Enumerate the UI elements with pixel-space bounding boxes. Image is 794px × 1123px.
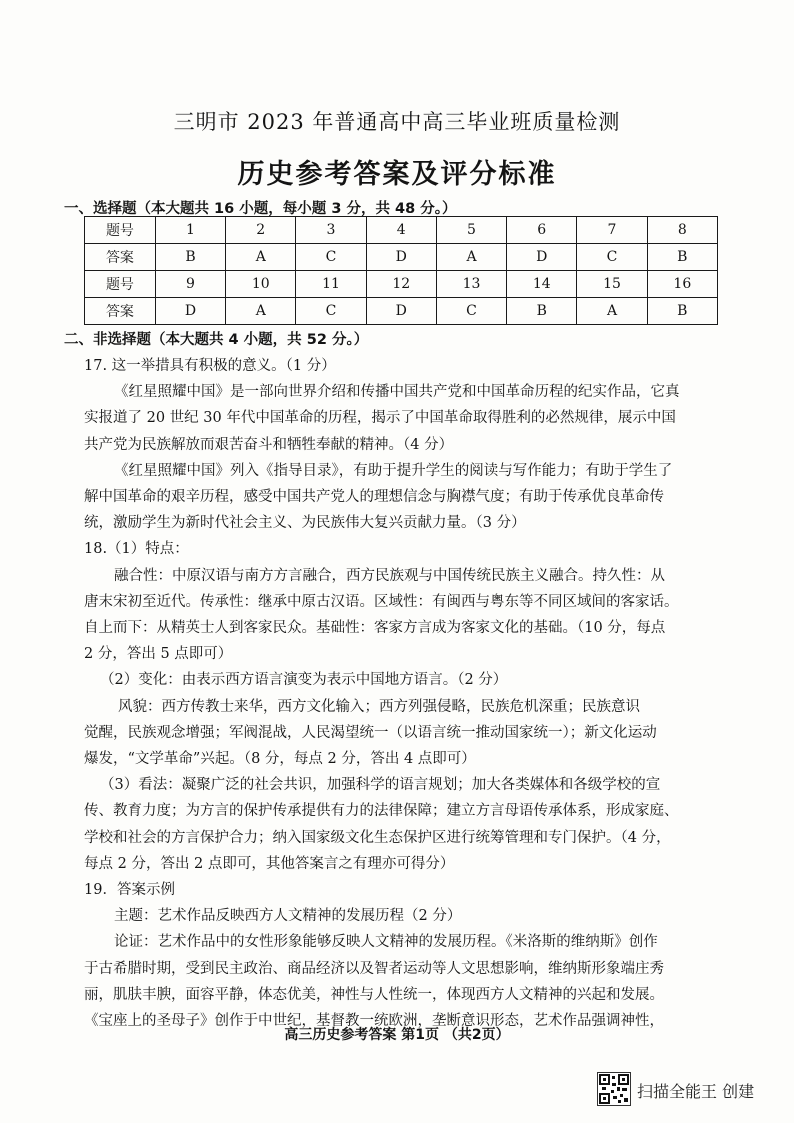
text-line: 唐末宋初至近代。传承性：继承中原古汉语。区域性：有闽西与粤东等不同区域间的客家话。 — [84, 593, 679, 610]
text-line: 《红星照耀中国》列入《指导目录》，有助于提升学生的阅读与写作能力；有助于学生了 — [114, 462, 673, 479]
text-line: 统，激励学生为新时代社会主义、为民族伟大复兴贡献力量。（3 分） — [84, 515, 526, 532]
table-cell: C — [296, 244, 366, 271]
text-line: 融合性：中原汉语与南方方言融合，西方民族观与中国传统民族主义融合。持久性：从 — [114, 567, 665, 584]
table-cell: 4 — [366, 217, 436, 244]
table-cell: 5 — [436, 217, 506, 244]
table-cell: 1 — [155, 217, 225, 244]
text-line: 风貌：西方传教士来华，西方文化输入；西方列强侵略，民族危机深重；民族意识 — [118, 698, 640, 715]
text-line: 论证：艺术作品中的女性形象能够反映人文精神的发展历程。《米洛斯的维纳斯》创作 — [114, 934, 658, 951]
table-cell: B — [647, 298, 717, 325]
row-header-cell: 题号 — [85, 217, 156, 244]
section1-heading: 一、选择题（本大题共 16 小题，每小题 3 分，共 48 分。） — [64, 201, 457, 217]
row-header-cell: 题号 — [85, 271, 156, 298]
text-line: （2）变化：由表示西方语言演变为表示中国地方语言。（2 分） — [100, 672, 508, 689]
exam-title: 三明市 2023 年普通高中高三毕业班质量检测 — [173, 110, 621, 134]
text-line: 《红星照耀中国》是一部向世界介绍和传播中国共产党和中国革命历程的纪实作品，它真 — [114, 384, 680, 401]
table-cell: 3 — [296, 217, 366, 244]
answer-body — [84, 353, 720, 1034]
text-line: 共产党为民族解放而艰苦奋斗和牺牲奉献的精神。（4 分） — [84, 436, 454, 453]
table-cell: 11 — [296, 271, 366, 298]
text-line: 传、教育力度；为方言的保护传承提供有力的法律保障；建立方言母语传承体系，形成家庭、 — [84, 803, 679, 820]
scanner-watermark: 扫描全能王 创建 — [637, 1082, 755, 1101]
table-cell: A — [577, 298, 647, 325]
text-line: 于古希腊时期，受到民主政治、商品经济以及智者运动等人文思想影响，维纳斯形象端庄秀 — [84, 960, 664, 977]
text-line: 2 分，答出 5 点即可） — [84, 646, 233, 663]
table-cell: 7 — [577, 217, 647, 244]
table-cell: 6 — [507, 217, 577, 244]
table-cell: 15 — [577, 271, 647, 298]
table-cell: A — [226, 244, 296, 271]
text-line: 19．答案示例 — [84, 882, 175, 899]
page-footer: 高三历史参考答案 第1页 （共2页） — [284, 1027, 510, 1043]
table-cell: D — [507, 244, 577, 271]
text-line: 觉醒，民族观念增强；军阀混战，人民渴望统一（以语言统一推动国家统一）；新文化运动 — [84, 724, 657, 741]
table-cell: C — [436, 298, 506, 325]
table-row — [85, 298, 718, 325]
text-line: 实报道了 20 世纪 30 年代中国革命的历程，揭示了中国革命取得胜利的必然规律，展示中国 — [84, 410, 676, 427]
table-cell: A — [226, 298, 296, 325]
table-cell: B — [647, 244, 717, 271]
table-row — [85, 244, 718, 271]
table-cell: A — [436, 244, 506, 271]
table-cell: 16 — [647, 271, 717, 298]
text-line: 学校和社会的方言保护合力；纳入国家级文化生态保护区进行统筹管理和专门保护。（4 分， — [84, 829, 671, 846]
table-cell: D — [366, 244, 436, 271]
table-cell: C — [296, 298, 366, 325]
text-line: 丽，肌肤丰腴，面容平静，体态优美，神性与人性统一，体现西方人文精神的兴起和发展。 — [84, 986, 664, 1003]
text-line: 解中国革命的艰辛历程，感受中国共产党人的理想信念与胸襟气度；有助于传承优良革命传 — [84, 489, 664, 506]
text-line: 17. 这一举措具有积极的意义。（1 分） — [84, 358, 336, 374]
table-cell: D — [366, 298, 436, 325]
table-cell: 2 — [226, 217, 296, 244]
table-cell: 10 — [226, 271, 296, 298]
table-cell: 13 — [436, 271, 506, 298]
answer-table — [84, 216, 718, 325]
text-line: 18.（1）特点： — [84, 541, 189, 558]
row-header-cell: 答案 — [85, 298, 156, 325]
text-line: 爆发，“文学革命”兴起。（8 分，每点 2 分，答出 4 点即可） — [84, 751, 476, 768]
table-row — [85, 217, 718, 244]
text-line: 《宝座上的圣母子》创作于中世纪，基督教一统欧洲，垄断意识形态，艺术作品强调神性， — [84, 1013, 664, 1030]
table-cell: 14 — [507, 271, 577, 298]
section2-heading: 二、非选择题（本大题共 4 小题，共 52 分。） — [64, 332, 369, 348]
table-cell: C — [577, 244, 647, 271]
table-cell: 8 — [647, 217, 717, 244]
text-line: 每点 2 分，答出 2 点即可，其他答案言之有理亦可得分） — [84, 855, 455, 872]
text-line: （3）看法：凝聚广泛的社会共识，加强科学的语言规划；加大各类媒体和各级学校的宣 — [100, 777, 661, 794]
table-cell: 12 — [366, 271, 436, 298]
table-cell: 9 — [155, 271, 225, 298]
table-cell: D — [155, 298, 225, 325]
document-title: 历史参考答案及评分标准 — [237, 159, 557, 190]
table-row — [85, 271, 718, 298]
row-header-cell: 答案 — [85, 244, 156, 271]
qr-code-icon — [597, 1072, 631, 1106]
table-cell: B — [507, 298, 577, 325]
text-line: 自上而下：从精英士人到客家民众。基础性：客家方言成为客家文化的基础。（10 分，每点 — [84, 620, 666, 637]
text-line: 主题：艺术作品反映西方人文精神的发展历程（2 分） — [114, 908, 462, 925]
table-cell: B — [155, 244, 225, 271]
